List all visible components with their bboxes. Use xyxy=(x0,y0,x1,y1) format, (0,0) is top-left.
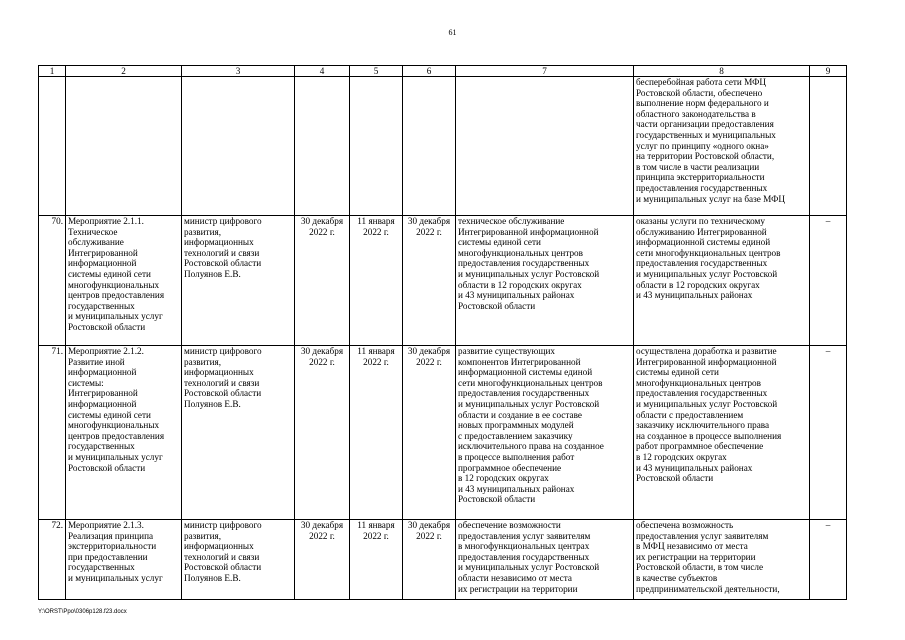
planned-result: техническое обслуживание Интегрированной информационной системы единой сети многофункциональных центров предоставления государственных и муниципальных услуг Ростовской области в 12 городских округах и 43 муниципальных районах Ростовской области xyxy=(456,216,634,346)
table-row xyxy=(39,520,847,600)
file-path-footer: Y:\ORST\Ppo\0306p128.f23.docx xyxy=(38,609,127,615)
problems-cell: – xyxy=(810,216,847,346)
executor: министр цифрового развития, информационных технологий и связи Ростовской области Полуянов Е.В. xyxy=(182,520,295,600)
col-header-6: 6 xyxy=(403,66,456,77)
activity-name: Мероприятие 2.1.3. Реализация принципа экстерриториальности при предоставлении государственных и муниципальных услуг xyxy=(66,520,182,600)
col-header-1: 1 xyxy=(39,66,66,77)
col-header-8: 8 xyxy=(634,66,810,77)
date-col6: 30 декабря 2022 г. xyxy=(403,346,456,520)
actual-result: осуществлена доработка и развитие Интегрированной информационной системы единой сети многофункциональных центров предоставления государственных и муниципальных услуг Ростовской области с предоставлением заказчику исключительного права на созданное в процессе выполнения работ программное обеспечение в 12 городских округах и 43 муниципальных районах Ростовской области xyxy=(634,346,810,520)
table-row xyxy=(39,346,847,520)
header-row xyxy=(39,66,847,77)
result-text: бесперебойная работа сети МФЦ Ростовской области, обеспечено выполнение норм федерального и областного законодательства в части организации предоставления государственных и муниципальных услуг по принципу «одного окна» на территории Ростовской области, в том числе в части реализации принципа экстерриториальности предоставления государственных и муниципальных услуг на базе МФЦ xyxy=(636,77,786,204)
col-header-9: 9 xyxy=(810,66,847,77)
row-number: 71. xyxy=(39,346,66,520)
result-cell xyxy=(634,77,810,216)
problems-cell: – xyxy=(810,520,847,600)
activity-name: Мероприятие 2.1.1. Техническое обслуживание Интегрированной информационной системы единой сети многофункциональных центров предоставления государственных и муниципальных услуг Ростовской области xyxy=(66,216,182,346)
date-col5: 11 января 2022 г. xyxy=(350,216,403,346)
problems-cell: – xyxy=(810,346,847,520)
col-header-5: 5 xyxy=(350,66,403,77)
executor: министр цифрового развития, информационных технологий и связи Ростовской области Полуянов Е.В. xyxy=(182,346,295,520)
col-header-4: 4 xyxy=(295,66,350,77)
activity-name: Мероприятие 2.1.2. Развитие иной информационной системы: Интегрированной информационной системы единой сети многофункциональных центров предоставления государственных и муниципальных услуг Ростовской области xyxy=(66,346,182,520)
col-header-3: 3 xyxy=(182,66,295,77)
col-header-7: 7 xyxy=(456,66,634,77)
date-col5: 11 января 2022 г. xyxy=(350,346,403,520)
date-col5: 11 января 2022 г. xyxy=(350,520,403,600)
executor: министр цифрового развития, информационных технологий и связи Ростовской области Полуянов Е.В. xyxy=(182,216,295,346)
date-col4: 30 декабря 2022 г. xyxy=(295,346,350,520)
plan-table xyxy=(38,65,847,600)
table-row-continuation xyxy=(39,77,847,216)
date-col4: 30 декабря 2022 г. xyxy=(295,520,350,600)
page-number: 61 xyxy=(448,28,457,37)
row-number: 70. xyxy=(39,216,66,346)
date-col6: 30 декабря 2022 г. xyxy=(403,520,456,600)
actual-result: обеспечена возможность предоставления услуг заявителям в МФЦ независимо от места их регистрации на территории Ростовской области, в том числе в качестве субъектов предпринимательской деятельности, xyxy=(634,520,810,600)
col-header-2: 2 xyxy=(66,66,182,77)
date-col4: 30 декабря 2022 г. xyxy=(295,216,350,346)
row-number: 72. xyxy=(39,520,66,600)
table-row xyxy=(39,216,847,346)
planned-result: обеспечение возможности предоставления услуг заявителям в многофункциональных центрах предоставления государственных и муниципальных услуг Ростовской области независимо от места их регистрации на территории xyxy=(456,520,634,600)
actual-result: оказаны услуги по техническому обслуживанию Интегрированной информационной системы единой сети многофункциональных центров предоставления государственных и муниципальных услуг Ростовской области в 12 городских округах и 43 муниципальных районах xyxy=(634,216,810,346)
date-col6: 30 декабря 2022 г. xyxy=(403,216,456,346)
planned-result: развитие существующих компонентов Интегрированной информационной системы единой сети многофункциональных центров предоставления государственных и муниципальных услуг Ростовской области и создание в ее составе новых программных модулей с предоставлением заказчику исключительного права на созданное в процессе выполнения работ программное обеспечение в 12 городских округах и 43 муниципальных районах Ростовской области xyxy=(456,346,634,520)
